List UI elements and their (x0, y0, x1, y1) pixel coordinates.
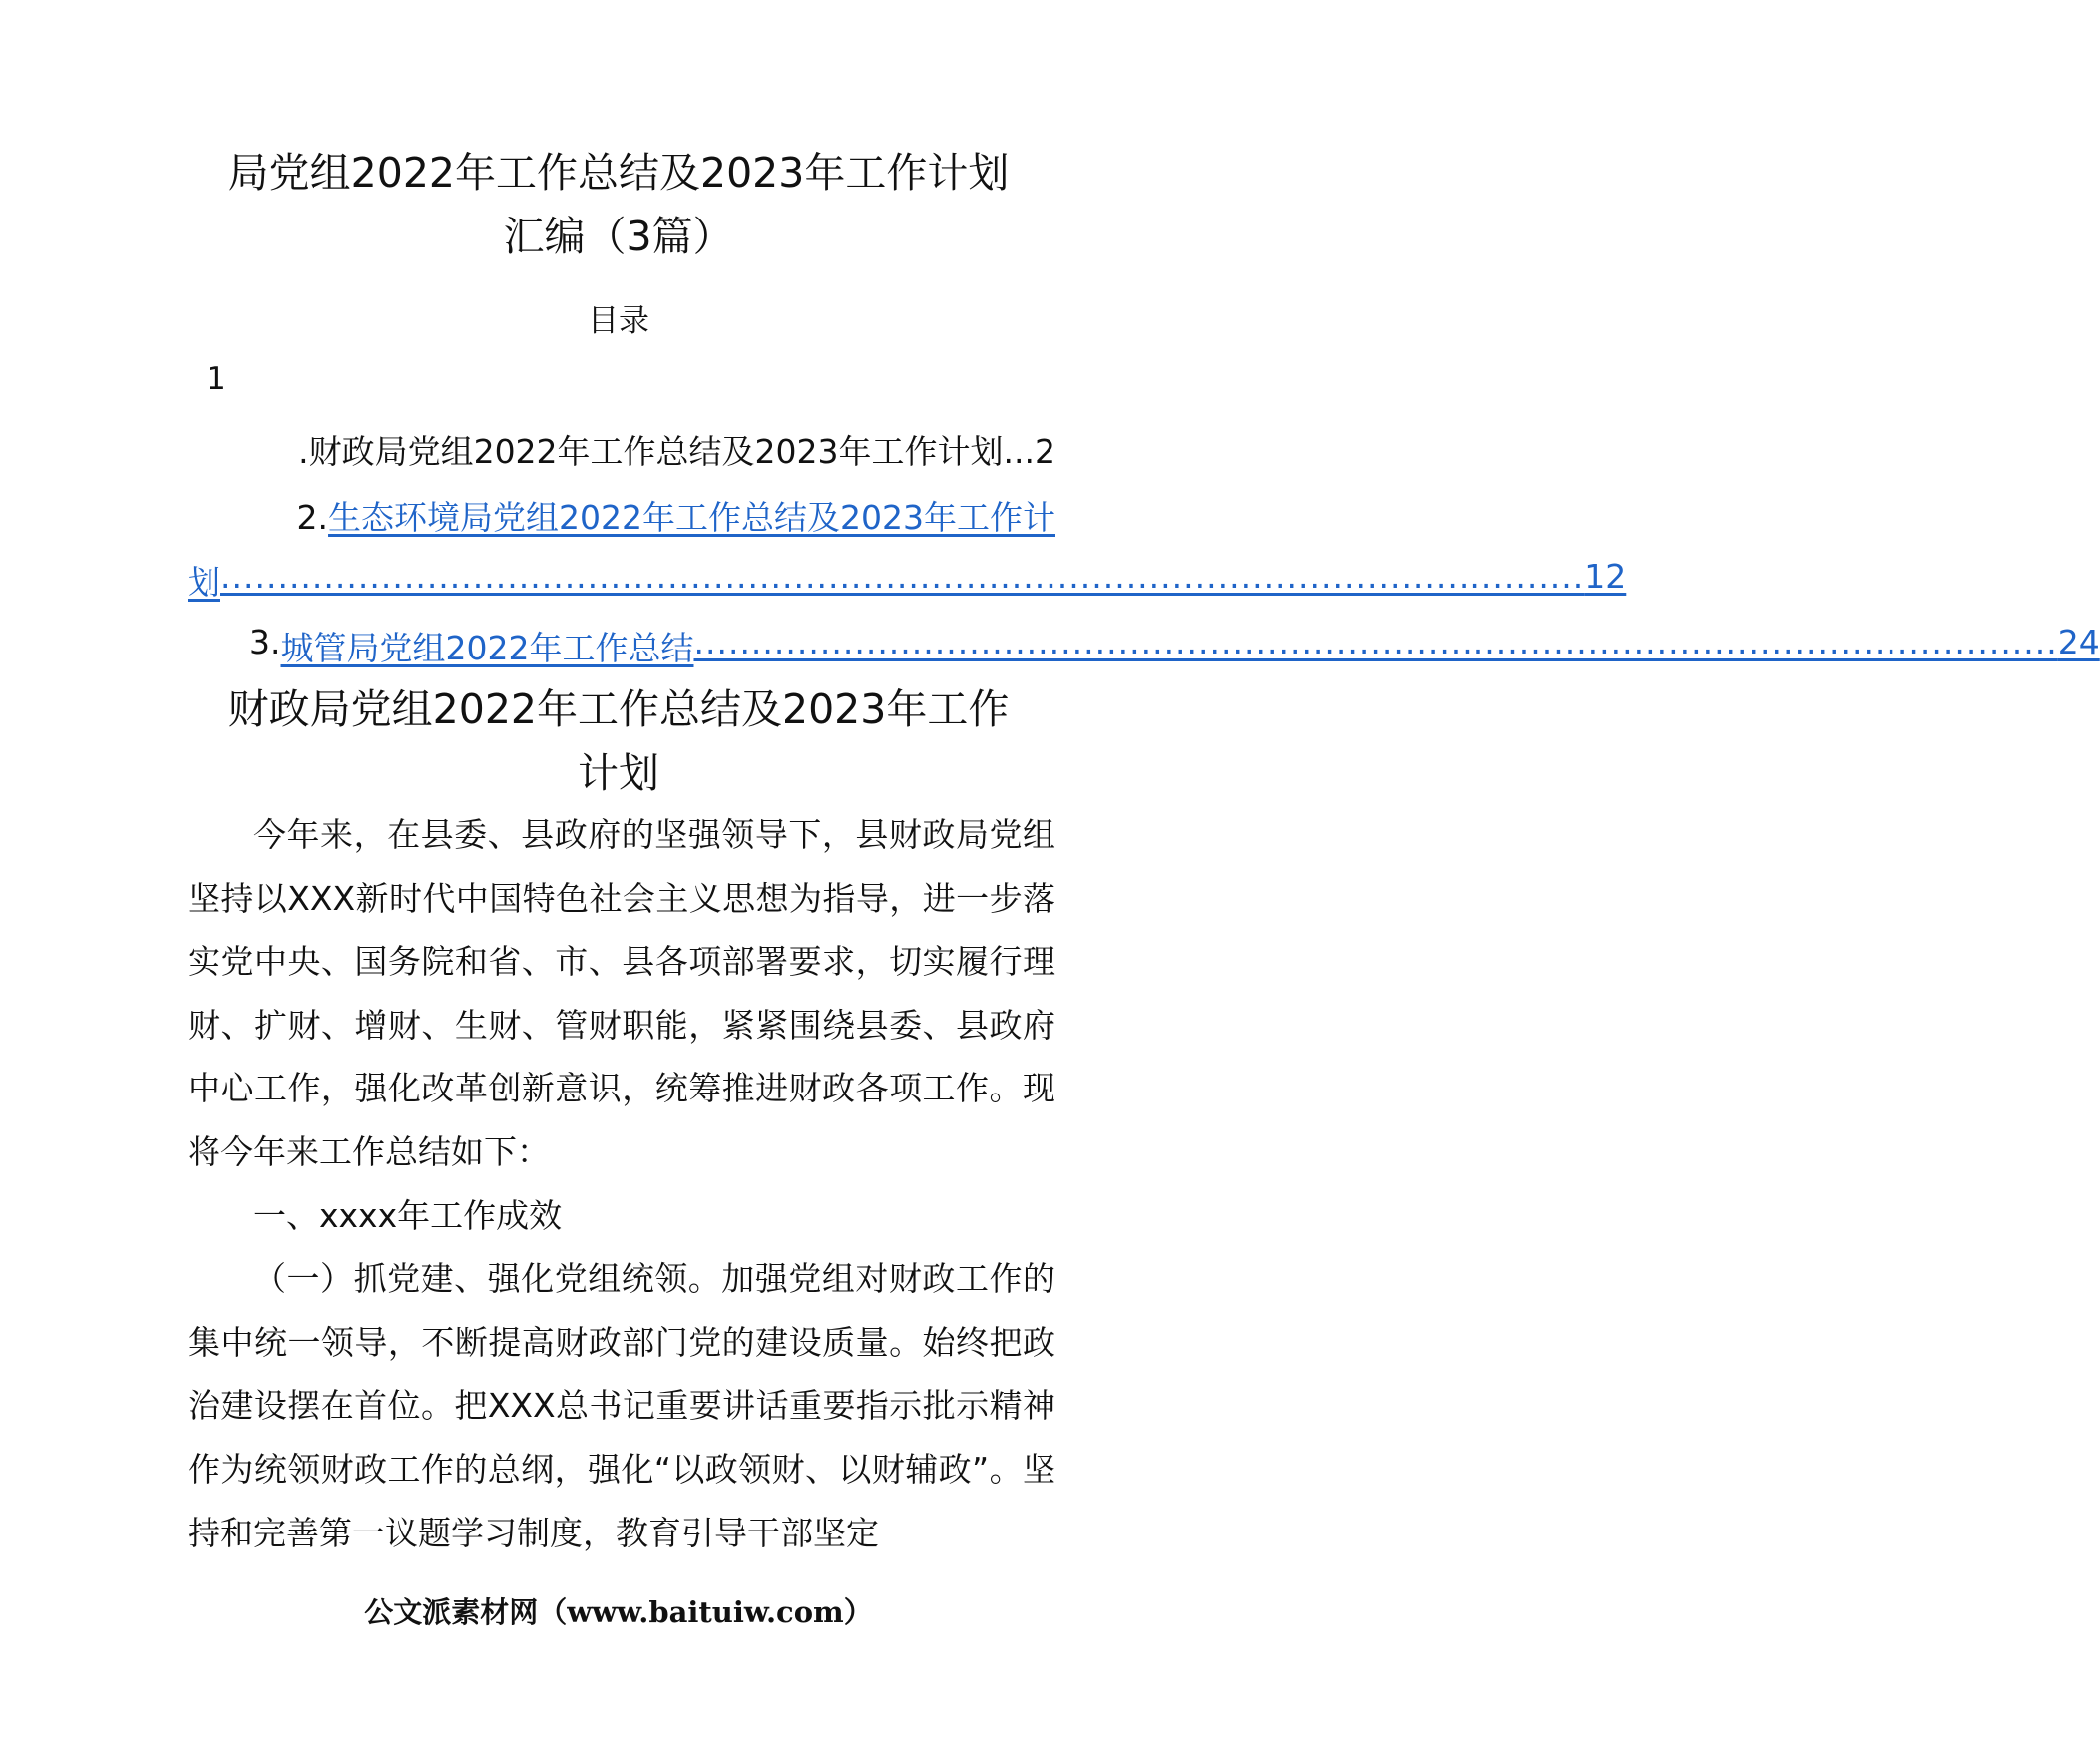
section-title-line1: 财政局党组2022年工作总结及2023年工作 (227, 685, 1010, 733)
document-title-line2: 汇编（3篇） (503, 213, 734, 260)
toc-heading: 目录 (588, 303, 649, 339)
toc-item3-prefix: 3. (249, 623, 281, 661)
toc-item3-page: 24 (2057, 623, 2100, 661)
toc-item1-number: 1 (207, 361, 226, 397)
toc-item2-link-tail: 划 (188, 563, 220, 602)
body-text (188, 803, 1055, 1564)
toc-item2-link-cont[interactable] (188, 557, 1627, 604)
toc-item-3 (249, 623, 2100, 669)
document-title-line1: 局党组2022年工作总结及2023年工作计划 (227, 149, 1010, 197)
toc-item-2 (188, 492, 1055, 539)
toc-item2-leader: ....................................................................................................................... (220, 557, 1585, 596)
paragraph-2-heading: 一、xxxx年工作成效 (253, 1195, 563, 1235)
toc-item3-link-text: 城管局党组2022年工作总结 (280, 629, 694, 667)
paragraph-3: （一）抓党建、强化党组统领。加强党组对财政工作的集中统一领导，不断提高财政部门党的建设质量。始终把政治建设摆在首位。把XXX总书记重要讲话重要指示批示精神作为统领财政工作的总纲，强化“以政领财、以财辅政”。坚持和完善第一议题学习制度，教育引导干部坚定 (188, 1259, 1055, 1552)
toc-item3-link[interactable] (281, 623, 2100, 669)
toc-item2-page: 12 (1584, 557, 1627, 596)
footer-watermark: 公文派素材网（www.baituiw.com） (364, 1595, 873, 1629)
paragraph-1: 今年来，在县委、县政府的坚强领导下，县财政局党组坚持以XXX新时代中国特色社会主义思想为指导，进一步落实党中央、国务院和省、市、县各项部署要求，切实履行理财、扩财、增财、生财、管财职能，紧紧围绕县委、县政府中心工作，强化改革创新意识，统筹推进财政各项工作。现将今年来工作总结如下： (188, 815, 1055, 1171)
toc-item3-leader: ....................................................................................................................... (693, 623, 2058, 661)
toc-item2-link[interactable]: 生态环境局党组2022年工作总结及2023年工作计 (328, 498, 1055, 537)
section-title-line2: 计划 (578, 749, 659, 797)
toc-item2-prefix: 2. (296, 498, 329, 537)
toc-item-2-cont (188, 557, 1627, 604)
toc-item-1: .财政局党组2022年工作总结及2023年工作计划...2 (298, 432, 1055, 471)
